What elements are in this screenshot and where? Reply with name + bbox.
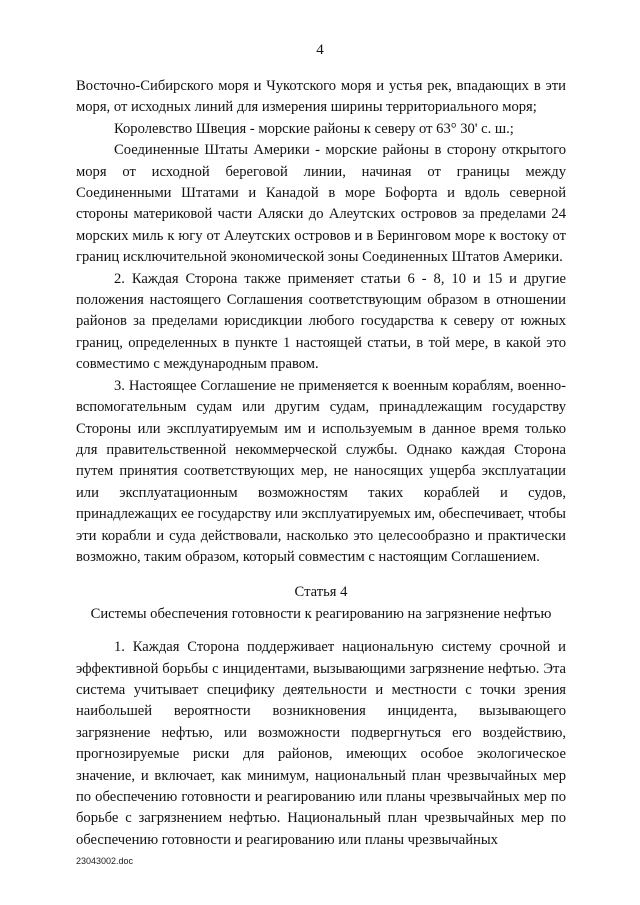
paragraph-item-3: 3. Настоящее Соглашение не применяется к военным кораблям, военно-вспомогательным судам или другим судам, принадлежащим государству Стороны или эксплуатируемым им и используемым в данное время только для правительственной некоммерческой службы. Однако каждая Сторона путем принятия соответствующих мер, не наносящих ущерба эксплуатации или эксплуатационным возможностям таких кораблей и судов, принадлежащих ее государству или эксплуатируемых им, обеспечивает, чтобы эти корабли и суда действовали, насколько это целесообразно и практически возможно, таким образом, который совместим с настоящим Соглашением.	[76, 377, 566, 565]
paragraph-sweden: Королевство Швеция - морские районы к северу от 63° 30' с. ш.;	[114, 120, 514, 137]
article-title: Статья 4	[294, 584, 348, 601]
document-body	[76, 76, 566, 851]
paragraph-continuation: Восточно-Сибирского моря и Чукотского моря и устья рек, впадающих в эти моря, от исходных линий для измерения ширины территориального моря;	[76, 78, 566, 116]
page-number: 4	[316, 42, 324, 58]
paragraph-usa: Соединенные Штаты Америки - морские районы в сторону открытого моря от исходной береговой линии, начиная от границы между Соединенными Штатами и Канадой в море Бофорта и вдоль северной стороны материковой части Аляски до Алеутских островов за пределами 24 морских миль к югу от Алеутских островов и в Беринговом море к востоку от границ исключительной экономической зоны Соединенных Штатов Америки.	[76, 142, 566, 266]
article-paragraph-1: 1. Каждая Сторона поддерживает национальную систему срочной и эффективной борьбы с инцидентами, вызывающими загрязнение нефтью. Эта система учитывает специфику деятельности и местности с точки зрения наибольшей вероятности возникновения инцидента, вызывающего загрязнение нефтью, или возможности подвергнуться его воздействию, прогнозируемые риски для районов, имеющих особое экологическое значение, и включает, как минимум, национальный план чрезвычайных мер по обеспечению готовности и реагированию или планы чрезвычайных мер по борьбе с загрязнением нефтью. Национальный план чрезвычайных мер по обеспечению готовности и реагированию или планы чрезвычайных	[76, 639, 566, 848]
article-subtitle: Системы обеспечения готовности к реагированию на загрязнение нефтью	[90, 605, 552, 622]
paragraph-item-2: 2. Каждая Сторона также применяет статьи 6 - 8, 10 и 15 и другие положения настоящего Соглашения соответствующим образом в отношении районов за пределами юрисдикции любого государства к северу от южных границ, определенных в пункте 1 настоящей статьи, в той мере, в какой это совместимо с международным правом.	[76, 270, 566, 373]
footer-filename: 23043002.doc	[76, 856, 134, 866]
